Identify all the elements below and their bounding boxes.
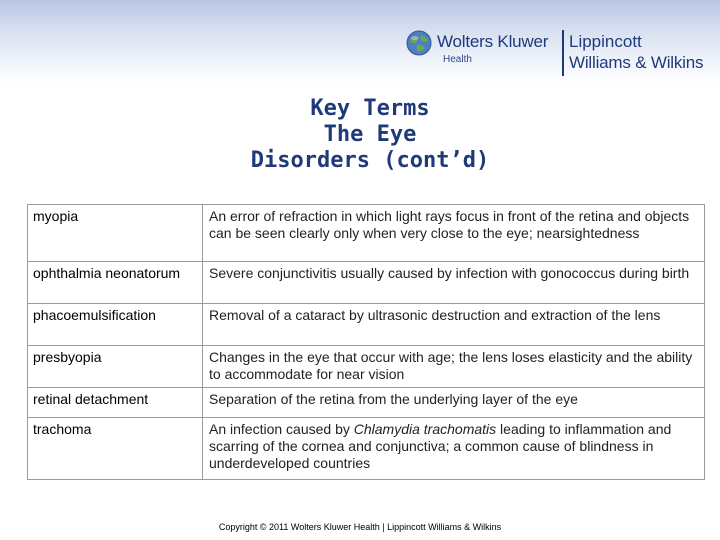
table-row: [28, 262, 705, 304]
definition-text: An infection caused by: [209, 421, 354, 437]
table-row: [28, 304, 705, 346]
copyright-footer: Copyright © 2011 Wolters Kluwer Health | Lippincott Williams & Wilkins: [218, 522, 502, 532]
definition-cell: Removal of a cataract by ultrasonic destruction and extraction of the lens: [203, 304, 705, 346]
term-cell: retinal detachment: [28, 388, 203, 418]
term-cell: myopia: [28, 205, 203, 262]
term-cell: presbyopia: [28, 346, 203, 388]
title-line-key-terms: Key Terms: [310, 96, 430, 121]
table-row: [28, 388, 705, 418]
definition-cell: An error of refraction in which light rays focus in front of the retina and objects can be seen clearly only when very close to the eye; nearsightedness: [203, 205, 705, 262]
term-cell: phacoemulsification: [28, 304, 203, 346]
table-row: [28, 205, 705, 262]
brand-williams-wilkins: Williams & Wilkins: [569, 53, 704, 72]
brand-health: Health: [443, 54, 472, 65]
definition-italic-organism: Chlamydia trachomatis: [353, 421, 497, 437]
definition-cell: Changes in the eye that occur with age; the lens loses elasticity and the ability to accommodate for near vision: [203, 346, 705, 388]
definition-text: leading to inflammation and scarring of the cornea and conjunctiva; a common cause of blindness in underdeveloped countries: [209, 421, 672, 471]
brand-lippincott: Lippincott: [569, 32, 642, 51]
logo-divider: [562, 30, 564, 76]
key-terms-table: [27, 204, 705, 480]
title-line-disorders: Disorders (cont’d): [250, 148, 490, 173]
brand-wolters-kluwer: Wolters Kluwer: [437, 32, 549, 51]
term-cell: ophthalmia neonatorum: [28, 262, 203, 304]
definition-cell: Separation of the retina from the underlying layer of the eye: [203, 388, 705, 418]
globe-icon: [406, 30, 432, 56]
definition-cell: [203, 418, 705, 480]
table-row: [28, 418, 705, 480]
definition-cell: Severe conjunctivitis usually caused by infection with gonococcus during birth: [203, 262, 705, 304]
slide-title: [160, 96, 580, 174]
publisher-logo: [406, 28, 718, 80]
table-row: [28, 346, 705, 388]
title-line-the-eye: The Eye: [323, 122, 417, 147]
term-cell: trachoma: [28, 418, 203, 480]
